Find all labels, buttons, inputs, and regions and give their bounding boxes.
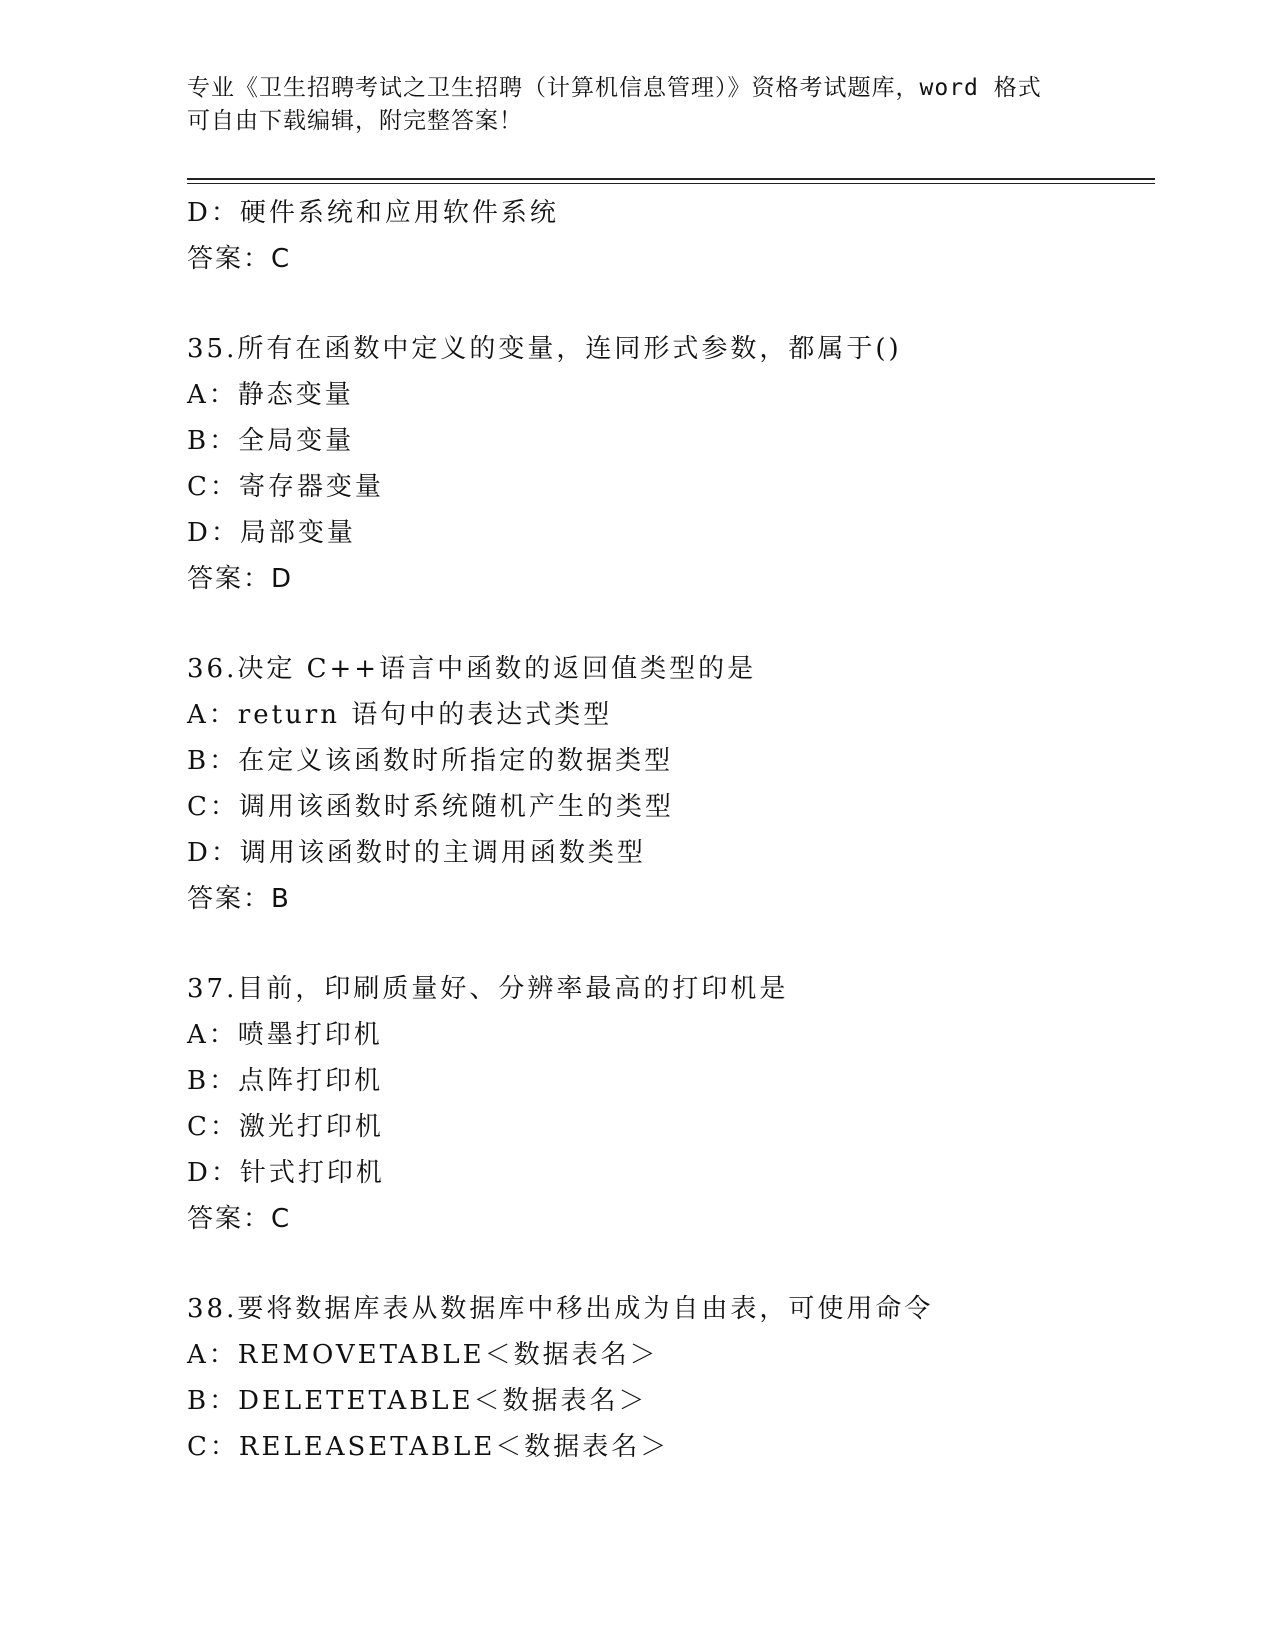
option-d: D：针式打印机 (187, 1158, 385, 1188)
option-c: C：RELEASETABLE＜数据表名＞ (187, 1432, 670, 1462)
option-b: B：全局变量 (187, 426, 355, 456)
option-a: A：喷墨打印机 (187, 1020, 383, 1050)
option-a: A：REMOVETABLE＜数据表名＞ (187, 1340, 659, 1370)
option-c: C：调用该函数时系统随机产生的类型 (187, 792, 674, 822)
header-line-2: 可自由下载编辑，附完整答案！ (187, 108, 523, 134)
spacer (187, 1242, 1167, 1286)
answer: 答案：C (187, 1204, 292, 1234)
question-37 (187, 966, 1167, 1242)
option-b: B：在定义该函数时所指定的数据类型 (187, 746, 674, 776)
answer: 答案：C (187, 244, 292, 274)
question-38 (187, 1286, 1167, 1470)
question-35 (187, 326, 1167, 602)
question-stem: 38.要将数据库表从数据库中移出成为自由表，可使用命令 (187, 1294, 934, 1324)
header-divider-thick (187, 178, 1155, 180)
answer: 答案：D (187, 564, 294, 594)
question-36 (187, 646, 1167, 922)
question-stem: 36.决定 C++语言中函数的返回值类型的是 (187, 654, 757, 684)
question-list (187, 190, 1167, 1470)
option-a: A：return 语句中的表达式类型 (187, 700, 613, 730)
option-d: D：硬件系统和应用软件系统 (187, 198, 559, 228)
header-line-1: 专业《卫生招聘考试之卫生招聘（计算机信息管理）》资格考试题库，word 格式 (187, 75, 1042, 101)
option-d: D：调用该函数时的主调用函数类型 (187, 838, 646, 868)
spacer (187, 922, 1167, 966)
option-c: C：激光打印机 (187, 1112, 384, 1142)
question-stem: 37.目前，印刷质量好、分辨率最高的打印机是 (187, 974, 789, 1004)
header-divider-thin (187, 183, 1155, 184)
option-b: B：点阵打印机 (187, 1066, 384, 1096)
option-b: B：DELETETABLE＜数据表名＞ (187, 1386, 648, 1416)
spacer (187, 602, 1167, 646)
option-c: C：寄存器变量 (187, 472, 384, 502)
option-d: D：局部变量 (187, 518, 356, 548)
question-stem: 35.所有在函数中定义的变量，连同形式参数，都属于() (187, 334, 902, 364)
page-header (187, 72, 1107, 138)
spacer (187, 282, 1167, 326)
answer: 答案：B (187, 884, 291, 914)
option-a: A：静态变量 (187, 380, 354, 410)
